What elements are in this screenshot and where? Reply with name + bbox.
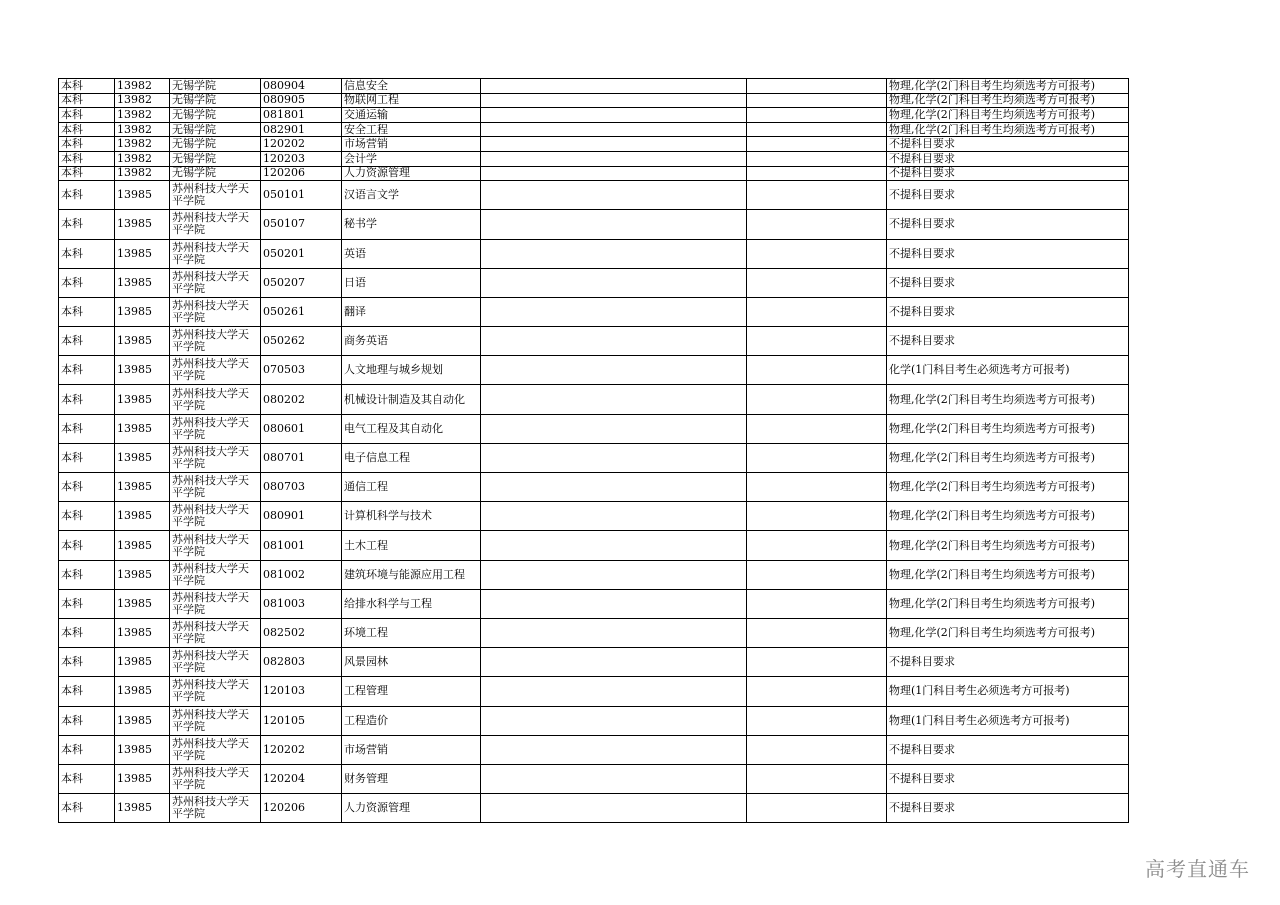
major-name-cell: 电子信息工程 [342, 443, 481, 472]
blank-cell [481, 108, 747, 123]
subject-requirement-cell: 不提科目要求 [887, 297, 1129, 326]
table-row [59, 618, 1129, 647]
blank-cell [481, 531, 747, 560]
level-cell: 本科 [59, 473, 115, 502]
school-name-cell: 苏州科技大学天平学院 [170, 473, 261, 502]
major-name-cell: 工程管理 [342, 677, 481, 706]
school-name-cell: 苏州科技大学天平学院 [170, 735, 261, 764]
blank-cell [747, 414, 887, 443]
school-name-cell: 无锡学院 [170, 108, 261, 123]
blank-cell [747, 151, 887, 166]
major-code-cell: 050262 [261, 327, 342, 356]
school-name-cell: 苏州科技大学天平学院 [170, 239, 261, 268]
level-cell: 本科 [59, 589, 115, 618]
school-name-cell: 无锡学院 [170, 137, 261, 152]
major-code-cell: 080701 [261, 443, 342, 472]
blank-cell [747, 443, 887, 472]
school-code-cell: 13985 [115, 589, 170, 618]
level-cell: 本科 [59, 618, 115, 647]
subject-requirement-cell: 不提科目要求 [887, 151, 1129, 166]
school-code-cell: 13985 [115, 794, 170, 823]
level-cell: 本科 [59, 502, 115, 531]
level-cell: 本科 [59, 735, 115, 764]
school-name-cell: 无锡学院 [170, 93, 261, 108]
blank-cell [481, 414, 747, 443]
major-name-cell: 机械设计制造及其自动化 [342, 385, 481, 414]
admission-table [58, 78, 1129, 823]
school-code-cell: 13985 [115, 327, 170, 356]
subject-requirement-cell: 物理,化学(2门科目考生均须选考方可报考) [887, 108, 1129, 123]
subject-requirement-cell: 不提科目要求 [887, 137, 1129, 152]
major-name-cell: 商务英语 [342, 327, 481, 356]
blank-cell [481, 181, 747, 210]
table-row [59, 108, 1129, 123]
table-row [59, 764, 1129, 793]
school-name-cell: 苏州科技大学天平学院 [170, 356, 261, 385]
school-name-cell: 无锡学院 [170, 122, 261, 137]
blank-cell [747, 560, 887, 589]
blank-cell [747, 706, 887, 735]
level-cell: 本科 [59, 239, 115, 268]
table-row [59, 648, 1129, 677]
school-name-cell: 苏州科技大学天平学院 [170, 210, 261, 239]
major-name-cell: 计算机科学与技术 [342, 502, 481, 531]
blank-cell [747, 181, 887, 210]
subject-requirement-cell: 物理(1门科目考生必须选考方可报考) [887, 677, 1129, 706]
school-code-cell: 13982 [115, 93, 170, 108]
major-code-cell: 080904 [261, 79, 342, 94]
blank-cell [747, 79, 887, 94]
school-code-cell: 13985 [115, 297, 170, 326]
blank-cell [481, 166, 747, 181]
watermark-logo: 高考直通车 [1145, 857, 1250, 881]
table-row [59, 166, 1129, 181]
blank-cell [481, 93, 747, 108]
school-code-cell: 13985 [115, 618, 170, 647]
level-cell: 本科 [59, 706, 115, 735]
major-name-cell: 会计学 [342, 151, 481, 166]
blank-cell [747, 589, 887, 618]
major-name-cell: 人力资源管理 [342, 166, 481, 181]
blank-cell [747, 268, 887, 297]
level-cell: 本科 [59, 414, 115, 443]
major-name-cell: 汉语言文学 [342, 181, 481, 210]
major-code-cell: 050101 [261, 181, 342, 210]
major-name-cell: 交通运输 [342, 108, 481, 123]
major-name-cell: 秘书学 [342, 210, 481, 239]
blank-cell [481, 794, 747, 823]
major-name-cell: 通信工程 [342, 473, 481, 502]
school-code-cell: 13982 [115, 151, 170, 166]
level-cell: 本科 [59, 79, 115, 94]
subject-requirement-cell: 物理,化学(2门科目考生均须选考方可报考) [887, 93, 1129, 108]
school-name-cell: 苏州科技大学天平学院 [170, 648, 261, 677]
table-row [59, 151, 1129, 166]
major-code-cell: 081003 [261, 589, 342, 618]
blank-cell [747, 356, 887, 385]
major-name-cell: 市场营销 [342, 735, 481, 764]
blank-cell [747, 108, 887, 123]
table-row [59, 443, 1129, 472]
level-cell: 本科 [59, 531, 115, 560]
blank-cell [481, 706, 747, 735]
major-code-cell: 050207 [261, 268, 342, 297]
school-code-cell: 13985 [115, 239, 170, 268]
school-name-cell: 苏州科技大学天平学院 [170, 443, 261, 472]
school-code-cell: 13982 [115, 108, 170, 123]
level-cell: 本科 [59, 151, 115, 166]
blank-cell [747, 122, 887, 137]
level-cell: 本科 [59, 108, 115, 123]
level-cell: 本科 [59, 122, 115, 137]
subject-requirement-cell: 物理,化学(2门科目考生均须选考方可报考) [887, 443, 1129, 472]
school-name-cell: 苏州科技大学天平学院 [170, 181, 261, 210]
major-code-cell: 120204 [261, 764, 342, 793]
table-row [59, 589, 1129, 618]
blank-cell [481, 764, 747, 793]
major-code-cell: 082803 [261, 648, 342, 677]
school-name-cell: 苏州科技大学天平学院 [170, 677, 261, 706]
subject-requirement-cell: 物理,化学(2门科目考生均须选考方可报考) [887, 414, 1129, 443]
subject-requirement-cell: 不提科目要求 [887, 166, 1129, 181]
blank-cell [747, 297, 887, 326]
blank-cell [747, 239, 887, 268]
subject-requirement-cell: 物理,化学(2门科目考生均须选考方可报考) [887, 473, 1129, 502]
major-name-cell: 信息安全 [342, 79, 481, 94]
school-name-cell: 苏州科技大学天平学院 [170, 618, 261, 647]
major-code-cell: 120202 [261, 735, 342, 764]
school-name-cell: 无锡学院 [170, 166, 261, 181]
major-code-cell: 120105 [261, 706, 342, 735]
table-row [59, 122, 1129, 137]
subject-requirement-cell: 物理,化学(2门科目考生均须选考方可报考) [887, 385, 1129, 414]
major-name-cell: 安全工程 [342, 122, 481, 137]
school-name-cell: 苏州科技大学天平学院 [170, 297, 261, 326]
subject-requirement-cell: 物理,化学(2门科目考生均须选考方可报考) [887, 79, 1129, 94]
table-row [59, 297, 1129, 326]
school-name-cell: 苏州科技大学天平学院 [170, 502, 261, 531]
level-cell: 本科 [59, 794, 115, 823]
subject-requirement-cell: 不提科目要求 [887, 764, 1129, 793]
school-code-cell: 13982 [115, 137, 170, 152]
level-cell: 本科 [59, 166, 115, 181]
school-code-cell: 13985 [115, 706, 170, 735]
school-code-cell: 13985 [115, 502, 170, 531]
major-code-cell: 120202 [261, 137, 342, 152]
blank-cell [481, 589, 747, 618]
major-code-cell: 082901 [261, 122, 342, 137]
blank-cell [481, 297, 747, 326]
school-name-cell: 苏州科技大学天平学院 [170, 706, 261, 735]
blank-cell [481, 327, 747, 356]
school-code-cell: 13985 [115, 181, 170, 210]
blank-cell [747, 473, 887, 502]
table-row [59, 181, 1129, 210]
level-cell: 本科 [59, 560, 115, 589]
table-row [59, 531, 1129, 560]
table-body [59, 79, 1129, 823]
blank-cell [481, 735, 747, 764]
subject-requirement-cell: 物理,化学(2门科目考生均须选考方可报考) [887, 502, 1129, 531]
school-name-cell: 苏州科技大学天平学院 [170, 589, 261, 618]
blank-cell [481, 677, 747, 706]
blank-cell [481, 122, 747, 137]
major-code-cell: 081001 [261, 531, 342, 560]
table-row [59, 356, 1129, 385]
major-name-cell: 人文地理与城乡规划 [342, 356, 481, 385]
subject-requirement-cell: 不提科目要求 [887, 648, 1129, 677]
level-cell: 本科 [59, 181, 115, 210]
major-name-cell: 电气工程及其自动化 [342, 414, 481, 443]
blank-cell [481, 268, 747, 297]
major-name-cell: 物联网工程 [342, 93, 481, 108]
blank-cell [747, 735, 887, 764]
school-name-cell: 苏州科技大学天平学院 [170, 385, 261, 414]
school-code-cell: 13985 [115, 385, 170, 414]
subject-requirement-cell: 物理,化学(2门科目考生均须选考方可报考) [887, 122, 1129, 137]
table-row [59, 706, 1129, 735]
table-row [59, 502, 1129, 531]
subject-requirement-cell: 不提科目要求 [887, 735, 1129, 764]
subject-requirement-cell: 不提科目要求 [887, 327, 1129, 356]
school-name-cell: 无锡学院 [170, 151, 261, 166]
school-code-cell: 13985 [115, 268, 170, 297]
major-name-cell: 翻译 [342, 297, 481, 326]
school-code-cell: 13985 [115, 531, 170, 560]
blank-cell [481, 137, 747, 152]
major-code-cell: 120206 [261, 794, 342, 823]
subject-requirement-cell: 不提科目要求 [887, 794, 1129, 823]
major-name-cell: 土木工程 [342, 531, 481, 560]
subject-requirement-cell: 不提科目要求 [887, 239, 1129, 268]
subject-requirement-cell: 化学(1门科目考生必须选考方可报考) [887, 356, 1129, 385]
blank-cell [747, 137, 887, 152]
blank-cell [481, 618, 747, 647]
blank-cell [747, 327, 887, 356]
major-name-cell: 英语 [342, 239, 481, 268]
table-row [59, 473, 1129, 502]
major-code-cell: 080905 [261, 93, 342, 108]
school-name-cell: 苏州科技大学天平学院 [170, 794, 261, 823]
level-cell: 本科 [59, 677, 115, 706]
level-cell: 本科 [59, 327, 115, 356]
blank-cell [481, 502, 747, 531]
subject-requirement-cell: 物理,化学(2门科目考生均须选考方可报考) [887, 589, 1129, 618]
blank-cell [747, 166, 887, 181]
table-row [59, 79, 1129, 94]
blank-cell [747, 385, 887, 414]
blank-cell [747, 677, 887, 706]
school-code-cell: 13985 [115, 356, 170, 385]
school-name-cell: 苏州科技大学天平学院 [170, 268, 261, 297]
school-code-cell: 13985 [115, 764, 170, 793]
major-code-cell: 120206 [261, 166, 342, 181]
table-row [59, 239, 1129, 268]
major-name-cell: 日语 [342, 268, 481, 297]
blank-cell [481, 473, 747, 502]
level-cell: 本科 [59, 648, 115, 677]
blank-cell [747, 648, 887, 677]
major-name-cell: 建筑环境与能源应用工程 [342, 560, 481, 589]
school-code-cell: 13982 [115, 79, 170, 94]
subject-requirement-cell: 不提科目要求 [887, 210, 1129, 239]
level-cell: 本科 [59, 385, 115, 414]
major-code-cell: 080601 [261, 414, 342, 443]
subject-requirement-cell: 物理,化学(2门科目考生均须选考方可报考) [887, 560, 1129, 589]
major-code-cell: 070503 [261, 356, 342, 385]
level-cell: 本科 [59, 268, 115, 297]
major-code-cell: 050201 [261, 239, 342, 268]
major-code-cell: 081801 [261, 108, 342, 123]
blank-cell [481, 443, 747, 472]
major-code-cell: 080703 [261, 473, 342, 502]
blank-cell [481, 648, 747, 677]
table-row [59, 560, 1129, 589]
level-cell: 本科 [59, 137, 115, 152]
major-code-cell: 050261 [261, 297, 342, 326]
subject-requirement-cell: 物理,化学(2门科目考生均须选考方可报考) [887, 531, 1129, 560]
major-code-cell: 120103 [261, 677, 342, 706]
school-code-cell: 13985 [115, 414, 170, 443]
school-name-cell: 苏州科技大学天平学院 [170, 764, 261, 793]
blank-cell [747, 93, 887, 108]
blank-cell [481, 385, 747, 414]
school-code-cell: 13985 [115, 473, 170, 502]
major-code-cell: 081002 [261, 560, 342, 589]
table-row [59, 677, 1129, 706]
school-code-cell: 13982 [115, 122, 170, 137]
major-code-cell: 120203 [261, 151, 342, 166]
subject-requirement-cell: 物理,化学(2门科目考生均须选考方可报考) [887, 618, 1129, 647]
major-code-cell: 050107 [261, 210, 342, 239]
major-code-cell: 082502 [261, 618, 342, 647]
major-name-cell: 人力资源管理 [342, 794, 481, 823]
table-row [59, 268, 1129, 297]
blank-cell [747, 794, 887, 823]
blank-cell [481, 356, 747, 385]
school-name-cell: 苏州科技大学天平学院 [170, 531, 261, 560]
level-cell: 本科 [59, 356, 115, 385]
blank-cell [747, 210, 887, 239]
major-name-cell: 工程造价 [342, 706, 481, 735]
blank-cell [481, 239, 747, 268]
table-row [59, 794, 1129, 823]
school-code-cell: 13985 [115, 443, 170, 472]
school-code-cell: 13985 [115, 560, 170, 589]
school-name-cell: 苏州科技大学天平学院 [170, 414, 261, 443]
table-row [59, 414, 1129, 443]
school-code-cell: 13985 [115, 648, 170, 677]
blank-cell [747, 531, 887, 560]
major-code-cell: 080901 [261, 502, 342, 531]
level-cell: 本科 [59, 443, 115, 472]
major-code-cell: 080202 [261, 385, 342, 414]
level-cell: 本科 [59, 764, 115, 793]
school-code-cell: 13985 [115, 677, 170, 706]
table-row [59, 137, 1129, 152]
blank-cell [747, 764, 887, 793]
table-row [59, 210, 1129, 239]
table-row [59, 385, 1129, 414]
blank-cell [747, 618, 887, 647]
school-name-cell: 苏州科技大学天平学院 [170, 560, 261, 589]
school-code-cell: 13985 [115, 210, 170, 239]
table-row [59, 327, 1129, 356]
major-name-cell: 环境工程 [342, 618, 481, 647]
blank-cell [481, 210, 747, 239]
subject-requirement-cell: 物理(1门科目考生必须选考方可报考) [887, 706, 1129, 735]
major-name-cell: 财务管理 [342, 764, 481, 793]
level-cell: 本科 [59, 297, 115, 326]
school-name-cell: 苏州科技大学天平学院 [170, 327, 261, 356]
level-cell: 本科 [59, 210, 115, 239]
table-row [59, 735, 1129, 764]
school-code-cell: 13985 [115, 735, 170, 764]
blank-cell [481, 79, 747, 94]
blank-cell [481, 151, 747, 166]
table-row [59, 93, 1129, 108]
blank-cell [747, 502, 887, 531]
major-name-cell: 风景园林 [342, 648, 481, 677]
blank-cell [481, 560, 747, 589]
school-name-cell: 无锡学院 [170, 79, 261, 94]
level-cell: 本科 [59, 93, 115, 108]
subject-requirement-cell: 不提科目要求 [887, 181, 1129, 210]
major-name-cell: 给排水科学与工程 [342, 589, 481, 618]
major-name-cell: 市场营销 [342, 137, 481, 152]
subject-requirement-cell: 不提科目要求 [887, 268, 1129, 297]
school-code-cell: 13982 [115, 166, 170, 181]
